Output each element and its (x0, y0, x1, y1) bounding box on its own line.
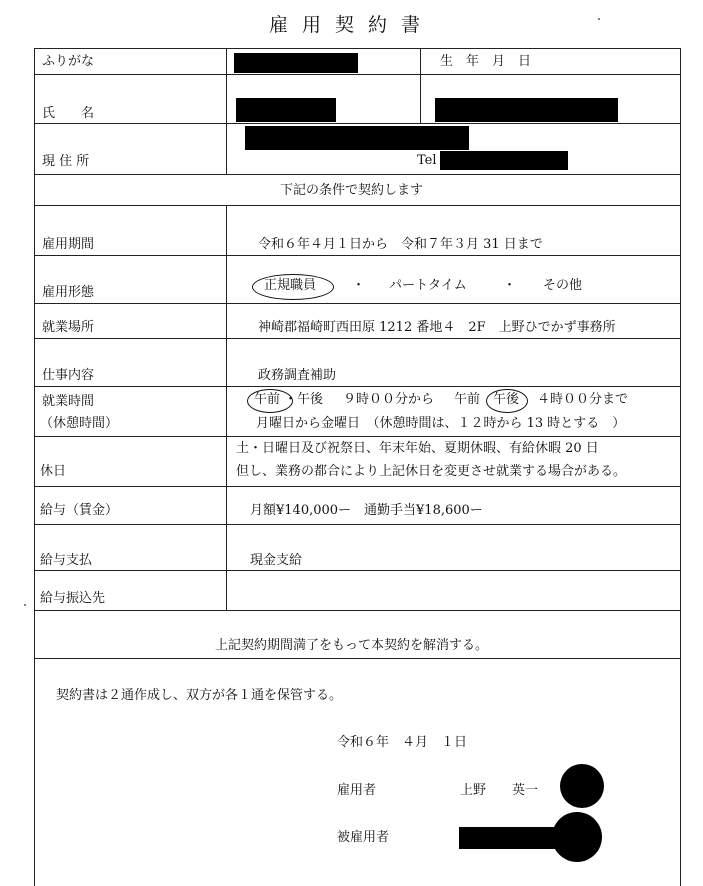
hours-days: 月曜日から金曜日 （休憩時間は、１２時から 13 時とする ） (256, 416, 626, 431)
form-option-other: その他 (543, 278, 583, 293)
scan-speck (598, 18, 600, 20)
employer-seal (560, 764, 604, 808)
salary-label: 給与（賃金） (40, 503, 119, 518)
row-divider (34, 524, 681, 525)
copies-text: 契約書は２通作成し、双方が各１通を保管する。 (56, 688, 343, 703)
signing-date: 令和６年 ４月 １日 (337, 735, 468, 750)
holidays-line2: 但し、業務の都合により上記休日を変更させ就業する場合がある。 (236, 464, 627, 479)
period-label: 雇用期間 (42, 237, 95, 252)
address-redaction (245, 126, 469, 150)
address-label: 現 住 所 (42, 154, 90, 169)
furigana-label: ふりがな (42, 54, 95, 69)
form-option-separator: ・ (352, 278, 366, 293)
hours-pm-start: ・午後 (284, 392, 324, 407)
holidays-line1: 土・日曜日及び祝祭日、年末年始、夏期休暇、有給休暇 20 日 (236, 441, 599, 456)
column-divider (420, 48, 421, 123)
payment-label: 給与支払 (40, 553, 93, 568)
hours-to: ４時００分まで (537, 392, 629, 407)
break-label: （休憩時間） (40, 416, 119, 431)
hours-pm-end: 午後 (493, 392, 520, 407)
hours-label: 就業時間 (42, 394, 95, 409)
form-option-parttime: パートタイム (389, 278, 467, 293)
hours-am-end: 午前 (454, 392, 481, 407)
row-divider (34, 486, 681, 487)
row-divider (34, 436, 681, 437)
payment-value: 現金支給 (250, 553, 303, 568)
hours-from: ９時００分から (343, 392, 435, 407)
duties-label: 仕事内容 (42, 368, 95, 383)
row-divider (34, 303, 681, 304)
employee-name-redaction (459, 827, 562, 849)
period-value: 令和６年４月１日から 令和７年３月 31 日まで (258, 237, 543, 252)
birthdate-redaction (435, 98, 618, 122)
hours-am-start: 午前 (254, 392, 281, 407)
duties-value: 政務調査補助 (258, 368, 337, 383)
scan-speck (24, 604, 26, 606)
employer-label: 雇用者 (337, 783, 377, 798)
employment-form-label: 雇用形態 (42, 285, 95, 300)
form-option-regular: 正規職員 (264, 278, 317, 293)
employer-name: 上野 英一 (460, 783, 539, 798)
workplace-value: 神崎郡福崎町西田原 1212 番地４ 2F 上野ひでかず事務所 (258, 320, 616, 335)
name-redaction (236, 98, 336, 122)
row-divider (34, 658, 681, 659)
termination-text: 上記契約期間満了をもって本契約を解消する。 (214, 638, 488, 653)
birthdate-label: 生 年 月 日 (440, 54, 532, 69)
name-label: 氏 名 (42, 106, 95, 121)
row-divider (34, 74, 681, 75)
holidays-label: 休日 (40, 464, 67, 479)
column-divider (226, 48, 227, 174)
row-divider (34, 123, 681, 124)
tel-redaction (440, 151, 568, 170)
row-divider (34, 205, 681, 206)
tel-label: Tel (417, 153, 437, 168)
employee-seal (552, 812, 602, 862)
row-divider (34, 610, 681, 611)
intro-text: 下記の条件で契約します (279, 183, 423, 198)
employee-label: 被雇用者 (337, 830, 390, 845)
form-option-separator: ・ (503, 278, 517, 293)
document-title: 雇用契約書 (268, 14, 434, 36)
salary-value: 月額¥140,000ー 通勤手当¥18,600ー (250, 503, 483, 518)
row-divider (34, 255, 681, 256)
column-divider (226, 205, 227, 610)
workplace-label: 就業場所 (42, 320, 95, 335)
row-divider (34, 570, 681, 571)
furigana-redaction (234, 53, 358, 73)
bank-label: 給与振込先 (40, 591, 106, 606)
row-divider (34, 386, 681, 387)
row-divider (34, 174, 681, 175)
row-divider (34, 338, 681, 339)
